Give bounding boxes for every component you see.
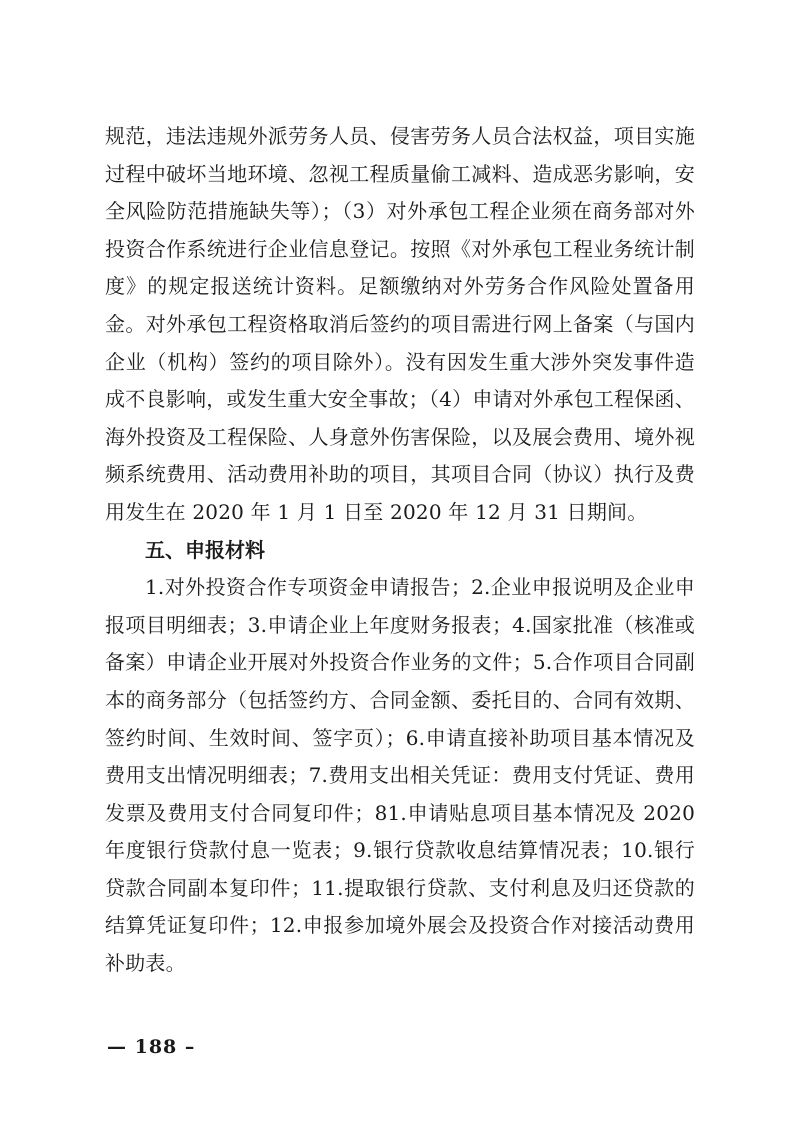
page-number: — 188 – bbox=[107, 1036, 196, 1058]
paragraph-materials: 1.对外投资合作专项资金申请报告；2.企业申报说明及企业申报项目明细表；3.申请企业上年度财务报表；4.国家批准（核准或备案）申请企业开展对外投资合作业务的文件；5.合作项目合同副本的商务部分（包括签约方、合同金额、委托目的、合同有效期、签约时间、生效时间、签字页）；6.申请直接补助项目基本情况及费用支出情况明细表；7.费用支出相关凭证：费用支付凭证、费用发票及费用支付合同复印件；81.申请贴息项目基本情况及 2020 年度银行贷款付息一览表；9.银行贷款收息结算情况表；10.银行贷款合同副本复印件；11.提取银行贷款、支付利息及归还贷款的结算凭证复印件；12.申报参加境外展会及投资合作对接活动费用补助表。 bbox=[105, 575, 695, 976]
body-text bbox=[105, 118, 695, 983]
paragraph-continued: 规范，违法违规外派劳务人员、侵害劳务人员合法权益，项目实施过程中破坏当地环境、忽视工程质量偷工减料、造成恶劣影响，安全风险防范措施缺失等）；（3）对外承包工程企业须在商务部对外投资合作系统进行企业信息登记。按照《对外承包工程业务统计制度》的规定报送统计资料。足额缴纳对外劳务合作风险处置备用金。对外承包工程资格取消后签约的项目需进行网上备案（与国内企业（机构）签约的项目除外）。没有因发生重大涉外突发事件造成不良影响，或发生重大安全事故；（4）申请对外承包工程保函、海外投资及工程保险、人身意外伤害保险，以及展会费用、境外视频系统费用、活动费用补助的项目，其项目合同（协议）执行及费用发生在 2020 年 1 月 1 日至 2020 年 12 月 31 日期间。 bbox=[105, 124, 695, 524]
section-heading: 五、申报材料 bbox=[145, 537, 265, 562]
